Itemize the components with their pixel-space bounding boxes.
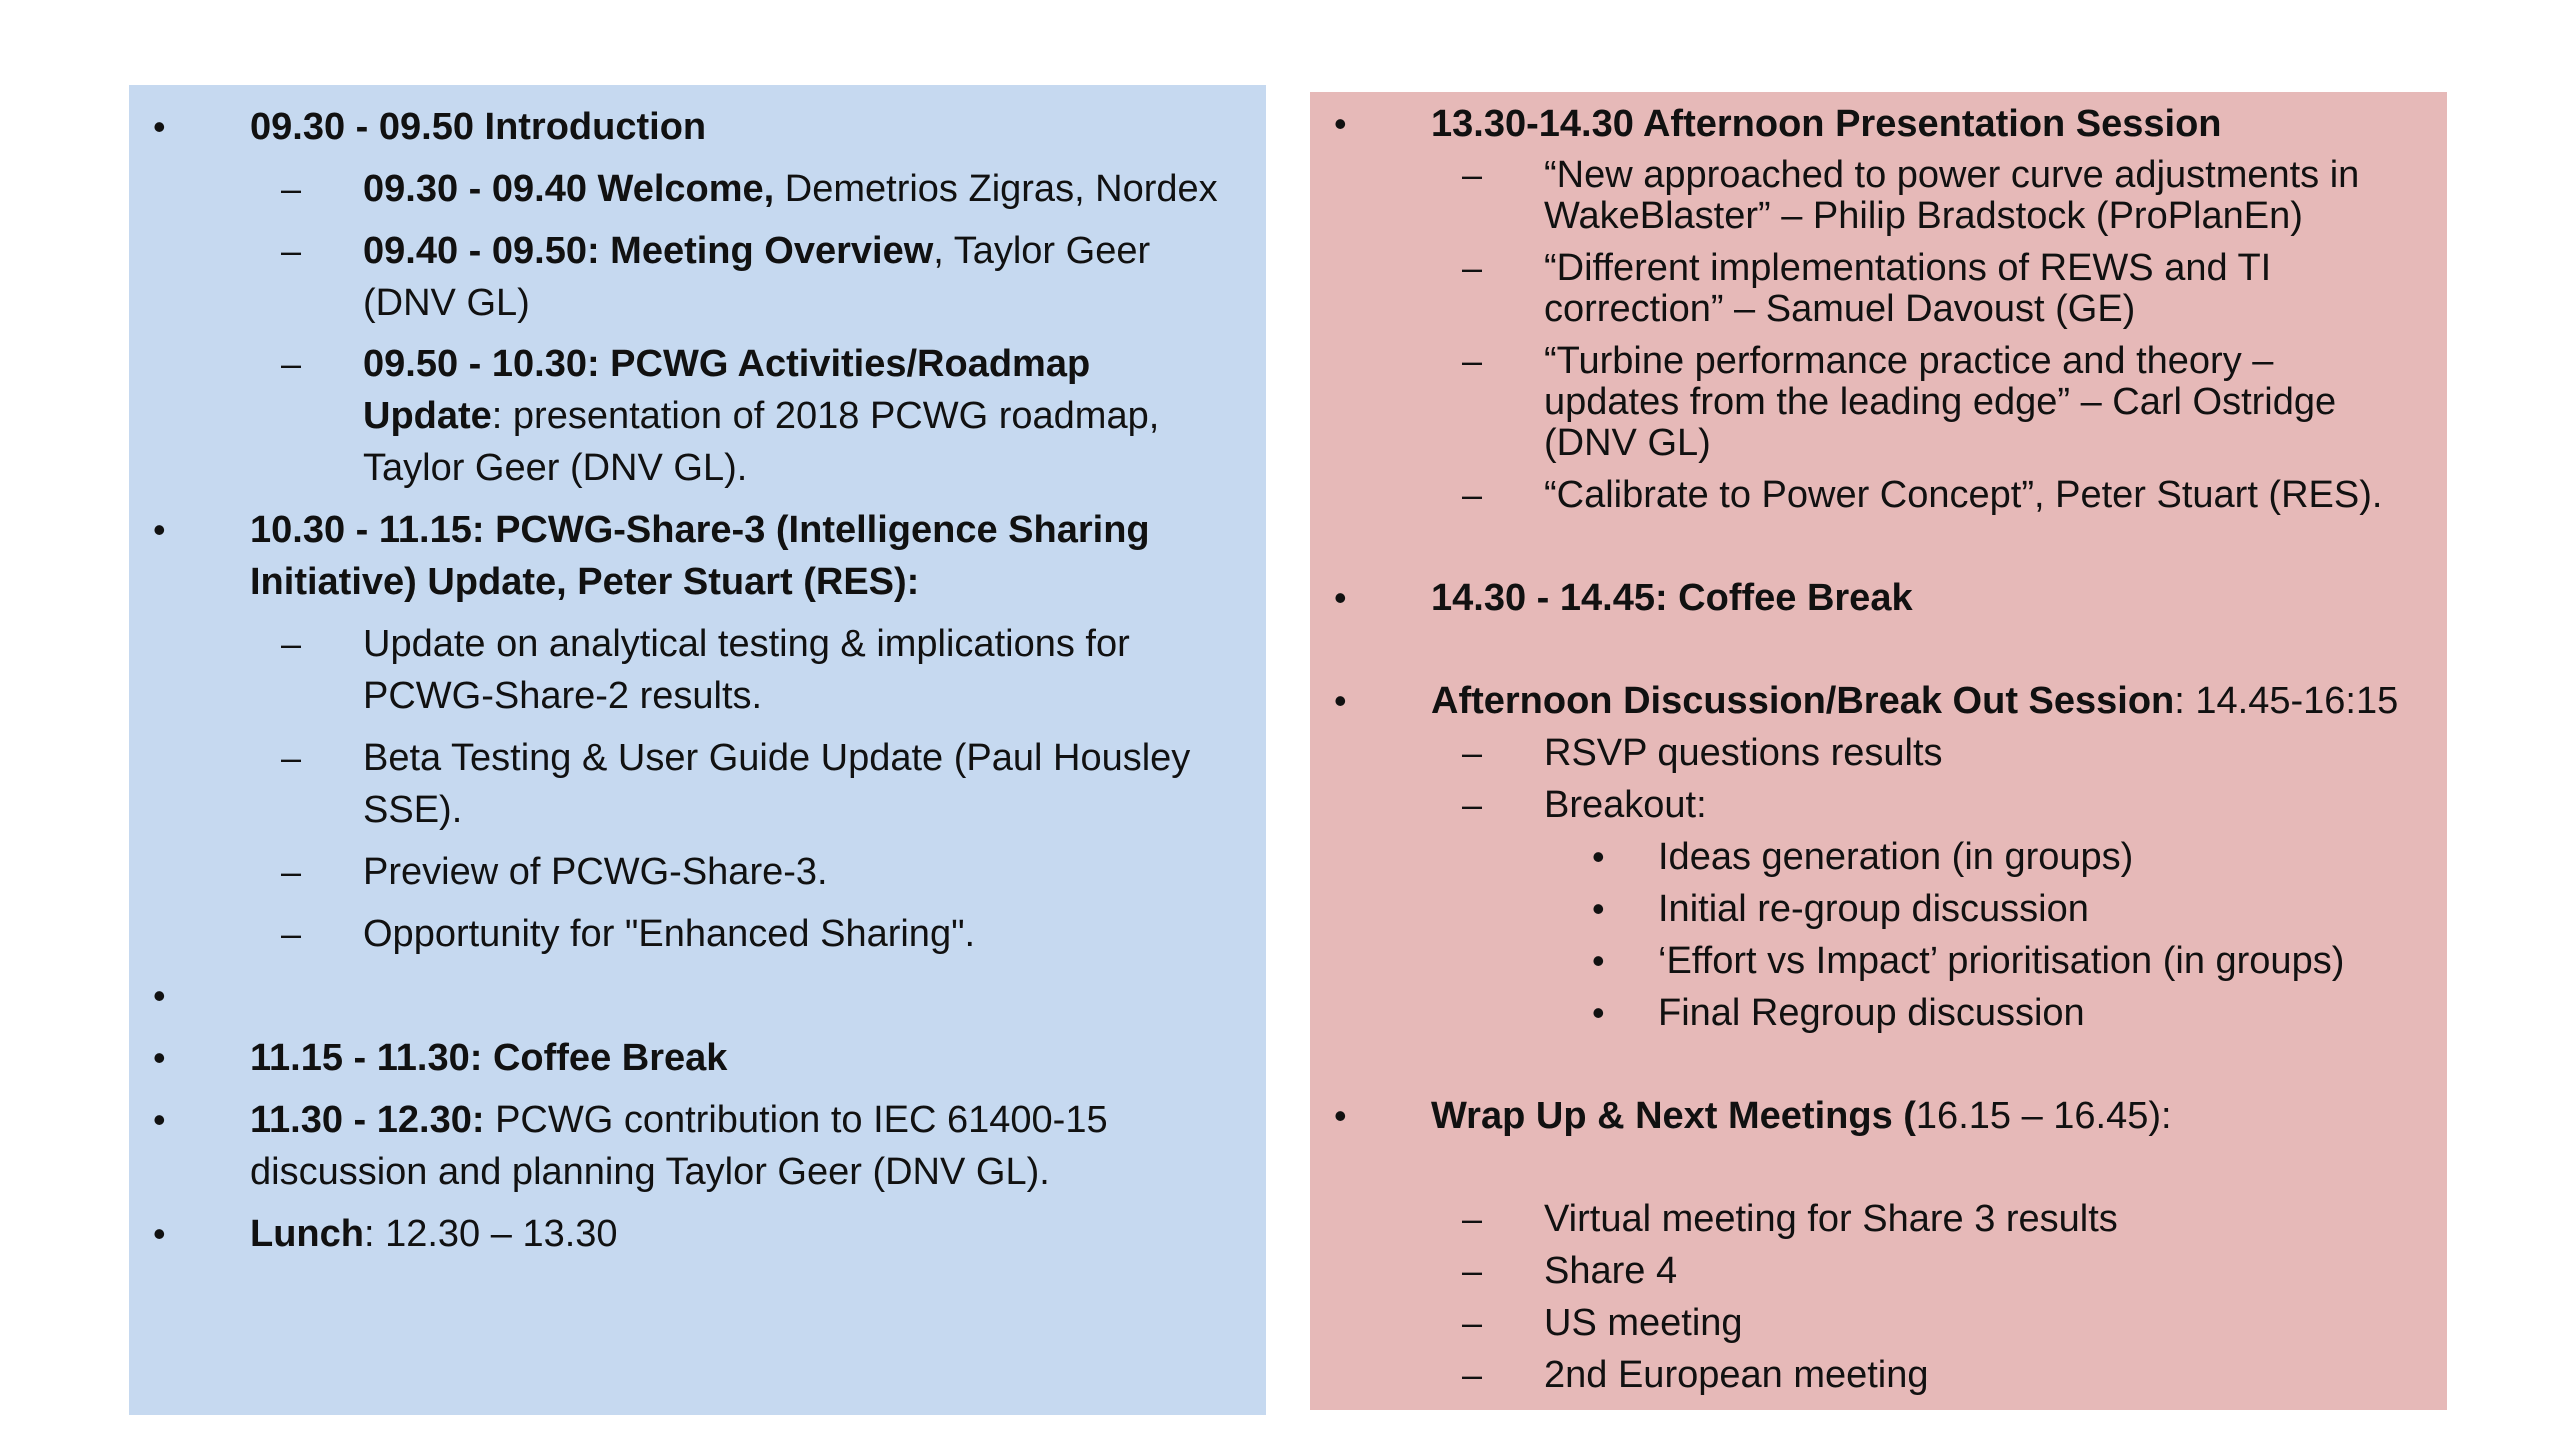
agenda-text: Breakout: <box>1544 784 1707 826</box>
agenda-text: Demetrios Zigras, Nordex <box>774 168 1218 210</box>
agenda-text: 16.15 – 16.45): <box>1915 1095 2172 1137</box>
bullet-icon: • <box>1334 680 1347 721</box>
dash-icon: – <box>281 230 302 271</box>
agenda-text <box>363 908 975 960</box>
agenda-text: Initial re-group discussion <box>1658 888 2089 930</box>
agenda-text: Share 4 <box>1544 1250 1678 1292</box>
dash-icon: – <box>281 343 302 384</box>
agenda-text: Opportunity for "Enhanced Sharing". <box>363 913 976 955</box>
agenda-text <box>250 1146 1050 1198</box>
dash-icon: – <box>1462 784 1483 825</box>
agenda-text: Preview of PCWG-Share-3. <box>363 851 828 893</box>
bullet-icon: • <box>153 106 166 147</box>
agenda-bold-text: 09.50 - 10.30: PCWG Activities/Roadmap <box>363 343 1091 385</box>
agenda-text: Beta Testing & User Guide Update (Paul Housley <box>363 737 1191 779</box>
agenda-text <box>250 1094 1108 1146</box>
agenda-text <box>1544 422 1711 464</box>
agenda-text <box>250 504 1150 556</box>
agenda-text <box>1544 1297 1743 1349</box>
dash-icon: – <box>1462 1198 1483 1239</box>
agenda-text: “Calibrate to Power Concept”, Peter Stuart (RES). <box>1544 474 2383 516</box>
agenda-text <box>363 846 828 898</box>
agenda-bold-text: 13.30-14.30 Afternoon Presentation Session <box>1431 103 2222 145</box>
dash-icon: – <box>1462 1250 1483 1291</box>
agenda-text: PCWG-Share-2 results. <box>363 675 763 717</box>
agenda-text: , Taylor Geer <box>933 230 1151 272</box>
agenda-text: Virtual meeting for Share 3 results <box>1544 1198 2118 1240</box>
agenda-text <box>363 732 1190 784</box>
dash-icon: – <box>1462 340 1483 381</box>
agenda-text: discussion and planning Taylor Geer (DNV GL). <box>250 1151 1050 1193</box>
bullet-icon: • <box>1592 888 1605 929</box>
agenda-text: ‘Effort vs Impact’ prioritisation (in groups) <box>1658 940 2345 982</box>
dash-icon: – <box>1462 732 1483 773</box>
agenda-text: : presentation of 2018 PCWG roadmap, <box>491 395 1160 437</box>
agenda-bold-text: Initiative) Update, Peter Stuart (RES): <box>250 561 920 603</box>
agenda-text: “Turbine performance practice and theory – <box>1544 340 2274 382</box>
bullet-icon: • <box>1592 940 1605 981</box>
agenda-text <box>363 670 762 722</box>
dash-icon: – <box>1462 1302 1483 1343</box>
agenda-text <box>363 338 1090 390</box>
agenda-bold-text: 11.30 - 12.30: <box>250 1099 485 1141</box>
agenda-text <box>1431 675 2398 727</box>
agenda-text <box>1431 1090 2172 1142</box>
agenda-text: PCWG contribution to IEC 61400-15 <box>484 1099 1108 1141</box>
bullet-icon: • <box>1592 992 1605 1033</box>
agenda-text <box>363 442 747 494</box>
agenda-text <box>363 390 1159 442</box>
agenda-text <box>1544 195 2303 237</box>
dash-icon: – <box>281 168 302 209</box>
dash-icon: – <box>281 623 302 664</box>
agenda-text: 2nd European meeting <box>1544 1354 1929 1396</box>
agenda-text: updates from the leading edge” – Carl Ostridge <box>1544 381 2337 423</box>
bullet-icon: • <box>153 1037 166 1078</box>
agenda-text <box>250 1208 618 1260</box>
bullet-icon: • <box>153 509 166 550</box>
dash-icon: – <box>1462 1354 1483 1395</box>
agenda-text: (DNV GL) <box>1544 422 1711 464</box>
bullet-icon: • <box>153 975 166 1016</box>
agenda-text <box>363 784 462 836</box>
agenda-text <box>1544 381 2336 423</box>
dash-icon: – <box>281 851 302 892</box>
agenda-text: (DNV GL) <box>363 282 530 324</box>
agenda-text <box>363 618 1130 670</box>
agenda-text <box>1658 831 2133 883</box>
agenda-text: “New approached to power curve adjustments in <box>1544 154 2360 196</box>
agenda-text: WakeBlaster” – Philip Bradstock (ProPlanEn) <box>1544 195 2303 237</box>
agenda-bold-text: 09.30 - 09.40 Welcome, <box>363 168 775 210</box>
agenda-text <box>1658 987 2085 1039</box>
agenda-text: Taylor Geer (DNV GL). <box>363 447 748 489</box>
agenda-text <box>1431 98 2222 150</box>
bullet-icon: • <box>153 1213 166 1254</box>
bullet-icon: • <box>1334 577 1347 618</box>
agenda-bold-text: 14.30 - 14.45: Coffee Break <box>1431 577 1913 619</box>
agenda-bold-text: Lunch <box>250 1213 364 1255</box>
agenda-text: correction” – Samuel Davoust (GE) <box>1544 288 2136 330</box>
agenda-text <box>1544 727 1943 779</box>
agenda-text <box>1544 1245 1677 1297</box>
agenda-text: US meeting <box>1544 1302 1743 1344</box>
agenda-text <box>363 277 530 329</box>
dash-icon: – <box>1462 247 1483 288</box>
agenda-text <box>1658 883 2089 935</box>
agenda-bold-text: 09.30 - 09.50 Introduction <box>250 106 707 148</box>
agenda-bold-text: 09.40 - 09.50: Meeting Overview <box>363 230 934 272</box>
agenda-text <box>363 225 1150 277</box>
agenda-text <box>1544 1349 1929 1401</box>
agenda-text <box>1544 154 2359 196</box>
agenda-text <box>1544 779 1707 831</box>
agenda-text: : 14.45-16:15 <box>2174 680 2399 722</box>
dash-icon: – <box>281 737 302 778</box>
dash-icon: – <box>1462 474 1483 515</box>
agenda-bold-text: Wrap Up & Next Meetings ( <box>1431 1095 1916 1137</box>
agenda-bold-text: 11.15 - 11.30: Coffee Break <box>250 1037 728 1079</box>
agenda-text: RSVP questions results <box>1544 732 1943 774</box>
dash-icon: – <box>281 913 302 954</box>
agenda-bold-text: 10.30 - 11.15: PCWG-Share-3 (Intelligence Sharing <box>250 509 1150 551</box>
agenda-text: Ideas generation (in groups) <box>1658 836 2134 878</box>
bullet-icon: • <box>153 1099 166 1140</box>
dash-icon: – <box>1462 154 1483 195</box>
agenda-text: Update on analytical testing & implications for <box>363 623 1130 665</box>
agenda-text <box>250 101 706 153</box>
agenda-text <box>1544 474 2382 516</box>
agenda-text <box>250 556 919 608</box>
agenda-text <box>250 1032 727 1084</box>
agenda-text: : 12.30 – 13.30 <box>363 1213 618 1255</box>
agenda-text <box>1431 572 1913 624</box>
agenda-text: SSE). <box>363 789 463 831</box>
bullet-icon: • <box>1592 836 1605 877</box>
morning-agenda-panel <box>129 85 1266 1415</box>
agenda-bold-text: Update <box>363 395 492 437</box>
bullet-icon: • <box>1334 1095 1347 1136</box>
agenda-bold-text: Afternoon Discussion/Break Out Session <box>1431 680 2175 722</box>
agenda-text <box>1544 1193 2118 1245</box>
agenda-text <box>1658 935 2344 987</box>
agenda-text: Final Regroup discussion <box>1658 992 2085 1034</box>
agenda-text: “Different implementations of REWS and TI <box>1544 247 2272 289</box>
bullet-icon: • <box>1334 103 1347 144</box>
agenda-text <box>1544 247 2271 289</box>
agenda-text <box>1544 288 2135 330</box>
agenda-text <box>363 163 1218 215</box>
agenda-text <box>1544 340 2273 382</box>
afternoon-agenda-panel <box>1310 92 2447 1410</box>
